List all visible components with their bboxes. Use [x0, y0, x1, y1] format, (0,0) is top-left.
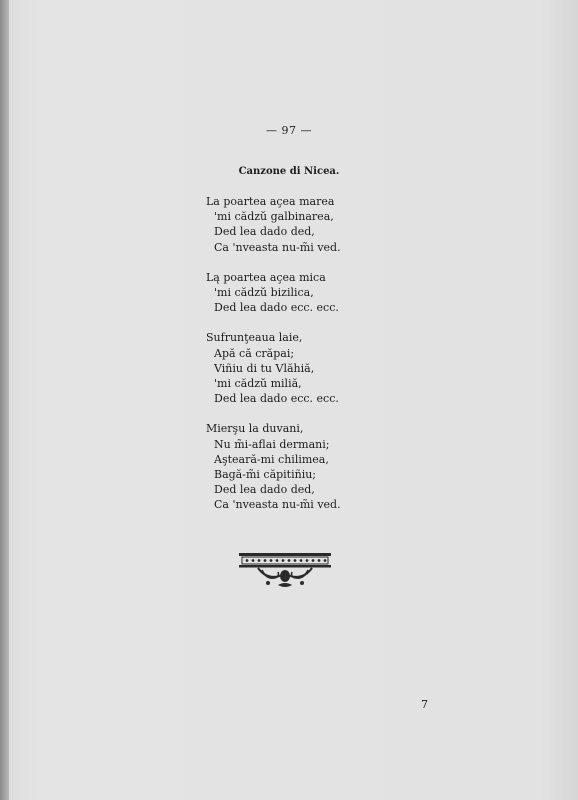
- poem-line: Mierşu la duvani,: [206, 422, 304, 436]
- poem-line: Viñiu di tu Vlăhiă,: [214, 361, 315, 375]
- poem-line: Ded lea dado ecc. ecc.: [214, 392, 339, 406]
- signature-mark: 7: [421, 698, 428, 711]
- poem-line: La poartea açea marea: [206, 195, 335, 208]
- poem-line: Nu m̃i-aflai dermani;: [214, 437, 330, 451]
- stanza: [206, 270, 341, 316]
- poem-body: [206, 194, 341, 528]
- poem-line: Aşteară-mi chilimea,: [214, 452, 329, 466]
- stanza: [206, 330, 341, 406]
- poem-line: Ca 'nveasta nu-m̃i ved.: [214, 240, 341, 254]
- page-spine-shadow: [0, 0, 9, 800]
- poem-line: Apă că crăpai;: [214, 346, 295, 360]
- poem-line: 'mi cădzŭ miliă,: [214, 377, 302, 391]
- poem-line: Lą poartea açea mica: [206, 270, 326, 284]
- stanza: [206, 421, 341, 512]
- poem-line: 'mi cădzŭ galbinarea,: [214, 210, 334, 224]
- poem-line: Ca 'nveasta nu-m̃i ved.: [214, 498, 341, 512]
- tailpiece-ornament-icon: [238, 552, 332, 590]
- poem-line: 'mi cădzŭ bizilica,: [214, 286, 314, 300]
- poem-title: Canzone di Nicea.: [238, 166, 340, 177]
- poem-line: Ded lea dado ded,: [214, 225, 315, 239]
- poem-line: Bagă-m̃i căpitiñiu;: [214, 468, 317, 482]
- poem-line: Ded lea dado ded,: [214, 483, 315, 497]
- poem-line: Sufrunţeaua laie,: [206, 331, 303, 345]
- stanza: [206, 194, 341, 255]
- page-number: — 97 —: [266, 124, 312, 137]
- poem-line: Ded lea dado ecc. ecc.: [214, 301, 339, 315]
